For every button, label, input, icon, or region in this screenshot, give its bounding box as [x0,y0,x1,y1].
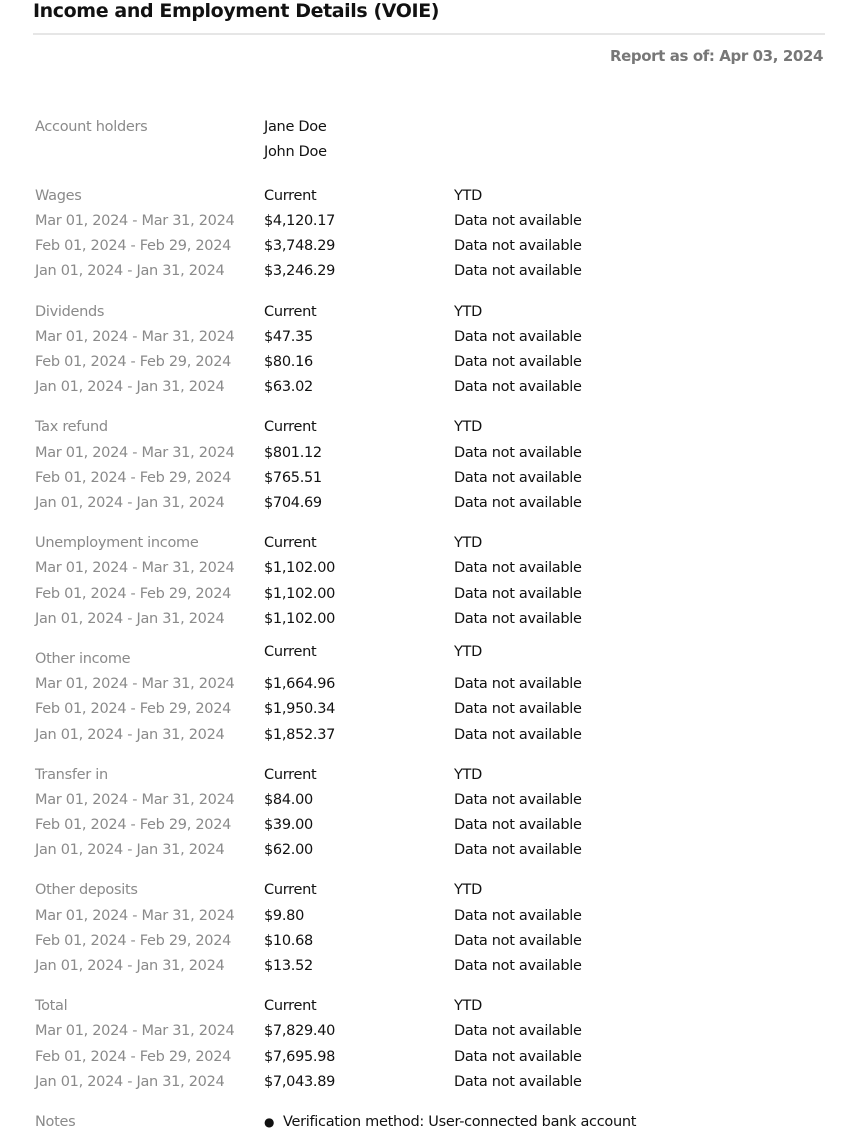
ytd-value: Data not available [454,495,582,511]
period-label: Mar 01, 2024 - Mar 31, 2024 [35,908,235,924]
ytd-header: YTD [454,188,482,204]
ytd-value: Data not available [454,470,582,486]
report-date: Report as of: Apr 03, 2024 [610,47,823,65]
ytd-value: Data not available [454,958,582,974]
table-row [0,495,842,517]
table-row [0,329,842,351]
current-header: Current [264,188,317,204]
section-header-tax-refund [0,419,842,441]
section-label: Unemployment income [35,535,199,551]
period-label: Feb 01, 2024 - Feb 29, 2024 [35,354,232,370]
ytd-header: YTD [454,767,482,783]
period-label: Feb 01, 2024 - Feb 29, 2024 [35,586,232,602]
current-value: $39.00 [264,817,313,833]
period-label: Feb 01, 2024 - Feb 29, 2024 [35,470,232,486]
current-header: Current [264,882,317,898]
period-label: Feb 01, 2024 - Feb 29, 2024 [35,1049,232,1065]
ytd-header: YTD [454,535,482,551]
table-row [0,1049,842,1071]
current-header: Current [264,535,317,551]
section-label: Wages [35,188,82,204]
table-row [0,263,842,285]
table-row [0,908,842,930]
current-value: $801.12 [264,445,322,461]
ytd-header: YTD [454,644,482,660]
section-header-transfer-in [0,767,842,789]
section-label: Transfer in [35,767,108,783]
current-header: Current [264,767,317,783]
section-header-unemployment-income [0,535,842,557]
ytd-value: Data not available [454,676,582,692]
table-row [0,842,842,864]
current-value: $3,748.29 [264,238,336,254]
period-label: Jan 01, 2024 - Jan 31, 2024 [35,611,225,627]
table-row [0,238,842,260]
note-text: Verification method: User-connected bank account [283,1114,637,1130]
period-label: Jan 01, 2024 - Jan 31, 2024 [35,263,225,279]
ytd-value: Data not available [454,379,582,395]
table-row [0,379,842,401]
table-row [0,470,842,492]
ytd-value: Data not available [454,329,582,345]
table-row [0,213,842,235]
current-value: $62.00 [264,842,313,858]
ytd-value: Data not available [454,611,582,627]
current-header: Current [264,304,317,320]
period-label: Jan 01, 2024 - Jan 31, 2024 [35,727,225,743]
section-label: Tax refund [35,419,108,435]
ytd-header: YTD [454,304,482,320]
current-header: Current [264,998,317,1014]
current-value: $10.68 [264,933,313,949]
current-header: Current [264,644,317,660]
current-value: $765.51 [264,470,322,486]
table-row [0,933,842,955]
table-row [0,586,842,608]
current-value: $47.35 [264,329,313,345]
ytd-value: Data not available [454,1023,582,1039]
table-row [0,1023,842,1045]
period-label: Mar 01, 2024 - Mar 31, 2024 [35,213,235,229]
section-label: Dividends [35,304,105,320]
period-label: Mar 01, 2024 - Mar 31, 2024 [35,329,235,345]
period-label: Jan 01, 2024 - Jan 31, 2024 [35,1074,225,1090]
current-value: $63.02 [264,379,313,395]
current-value: $1,102.00 [264,611,336,627]
ytd-value: Data not available [454,908,582,924]
ytd-header: YTD [454,419,482,435]
current-header: Current [264,419,317,435]
period-label: Jan 01, 2024 - Jan 31, 2024 [35,842,225,858]
ytd-value: Data not available [454,213,582,229]
page-title: Income and Employment Details (VOIE) [33,0,440,22]
table-row [0,792,842,814]
period-label: Feb 01, 2024 - Feb 29, 2024 [35,701,232,717]
ytd-value: Data not available [454,560,582,576]
ytd-value: Data not available [454,933,582,949]
section-header-dividends [0,304,842,326]
table-row [0,958,842,980]
table-row [0,611,842,633]
account-holder-name: Jane Doe [264,119,327,135]
section-header-other-income [0,644,842,666]
period-label: Mar 01, 2024 - Mar 31, 2024 [35,560,235,576]
section-header-other-deposits [0,882,842,904]
table-row [0,1074,842,1096]
account-holders-row [0,119,842,141]
period-label: Mar 01, 2024 - Mar 31, 2024 [35,792,235,808]
ytd-value: Data not available [454,263,582,279]
table-row [0,727,842,749]
bullet-icon: ● [264,1115,275,1129]
current-value: $1,852.37 [264,727,336,743]
ytd-value: Data not available [454,727,582,743]
ytd-value: Data not available [454,238,582,254]
current-value: $13.52 [264,958,313,974]
current-value: $1,664.96 [264,676,336,692]
table-row [0,817,842,839]
note-item [264,1114,636,1130]
period-label: Feb 01, 2024 - Feb 29, 2024 [35,238,232,254]
current-value: $84.00 [264,792,313,808]
ytd-value: Data not available [454,1074,582,1090]
ytd-header: YTD [454,882,482,898]
account-holder-name: John Doe [264,144,327,160]
section-label: Other deposits [35,882,138,898]
table-row [0,354,842,376]
account-holders-row [0,144,842,166]
title-divider [33,33,825,35]
notes-label: Notes [35,1114,76,1130]
ytd-value: Data not available [454,817,582,833]
period-label: Mar 01, 2024 - Mar 31, 2024 [35,1023,235,1039]
period-label: Feb 01, 2024 - Feb 29, 2024 [35,933,232,949]
current-value: $7,829.40 [264,1023,336,1039]
current-value: $7,695.98 [264,1049,336,1065]
notes-row [0,1114,842,1136]
period-label: Jan 01, 2024 - Jan 31, 2024 [35,379,225,395]
period-label: Mar 01, 2024 - Mar 31, 2024 [35,676,235,692]
current-value: $80.16 [264,354,313,370]
period-label: Jan 01, 2024 - Jan 31, 2024 [35,495,225,511]
section-header-total [0,998,842,1020]
current-value: $1,950.34 [264,701,336,717]
table-row [0,676,842,698]
current-value: $1,102.00 [264,560,336,576]
ytd-header: YTD [454,998,482,1014]
ytd-value: Data not available [454,792,582,808]
ytd-value: Data not available [454,445,582,461]
current-value: $9.80 [264,908,305,924]
section-header-wages [0,188,842,210]
period-label: Jan 01, 2024 - Jan 31, 2024 [35,958,225,974]
table-row [0,560,842,582]
section-label: Total [35,998,68,1014]
period-label: Feb 01, 2024 - Feb 29, 2024 [35,817,232,833]
period-label: Mar 01, 2024 - Mar 31, 2024 [35,445,235,461]
table-row [0,445,842,467]
current-value: $7,043.89 [264,1074,336,1090]
account-holders-label: Account holders [35,119,148,135]
current-value: $704.69 [264,495,322,511]
current-value: $1,102.00 [264,586,336,602]
ytd-value: Data not available [454,354,582,370]
current-value: $3,246.29 [264,263,336,279]
ytd-value: Data not available [454,842,582,858]
ytd-value: Data not available [454,1049,582,1065]
section-label: Other income [35,651,131,667]
table-row [0,701,842,723]
ytd-value: Data not available [454,701,582,717]
current-value: $4,120.17 [264,213,336,229]
ytd-value: Data not available [454,586,582,602]
